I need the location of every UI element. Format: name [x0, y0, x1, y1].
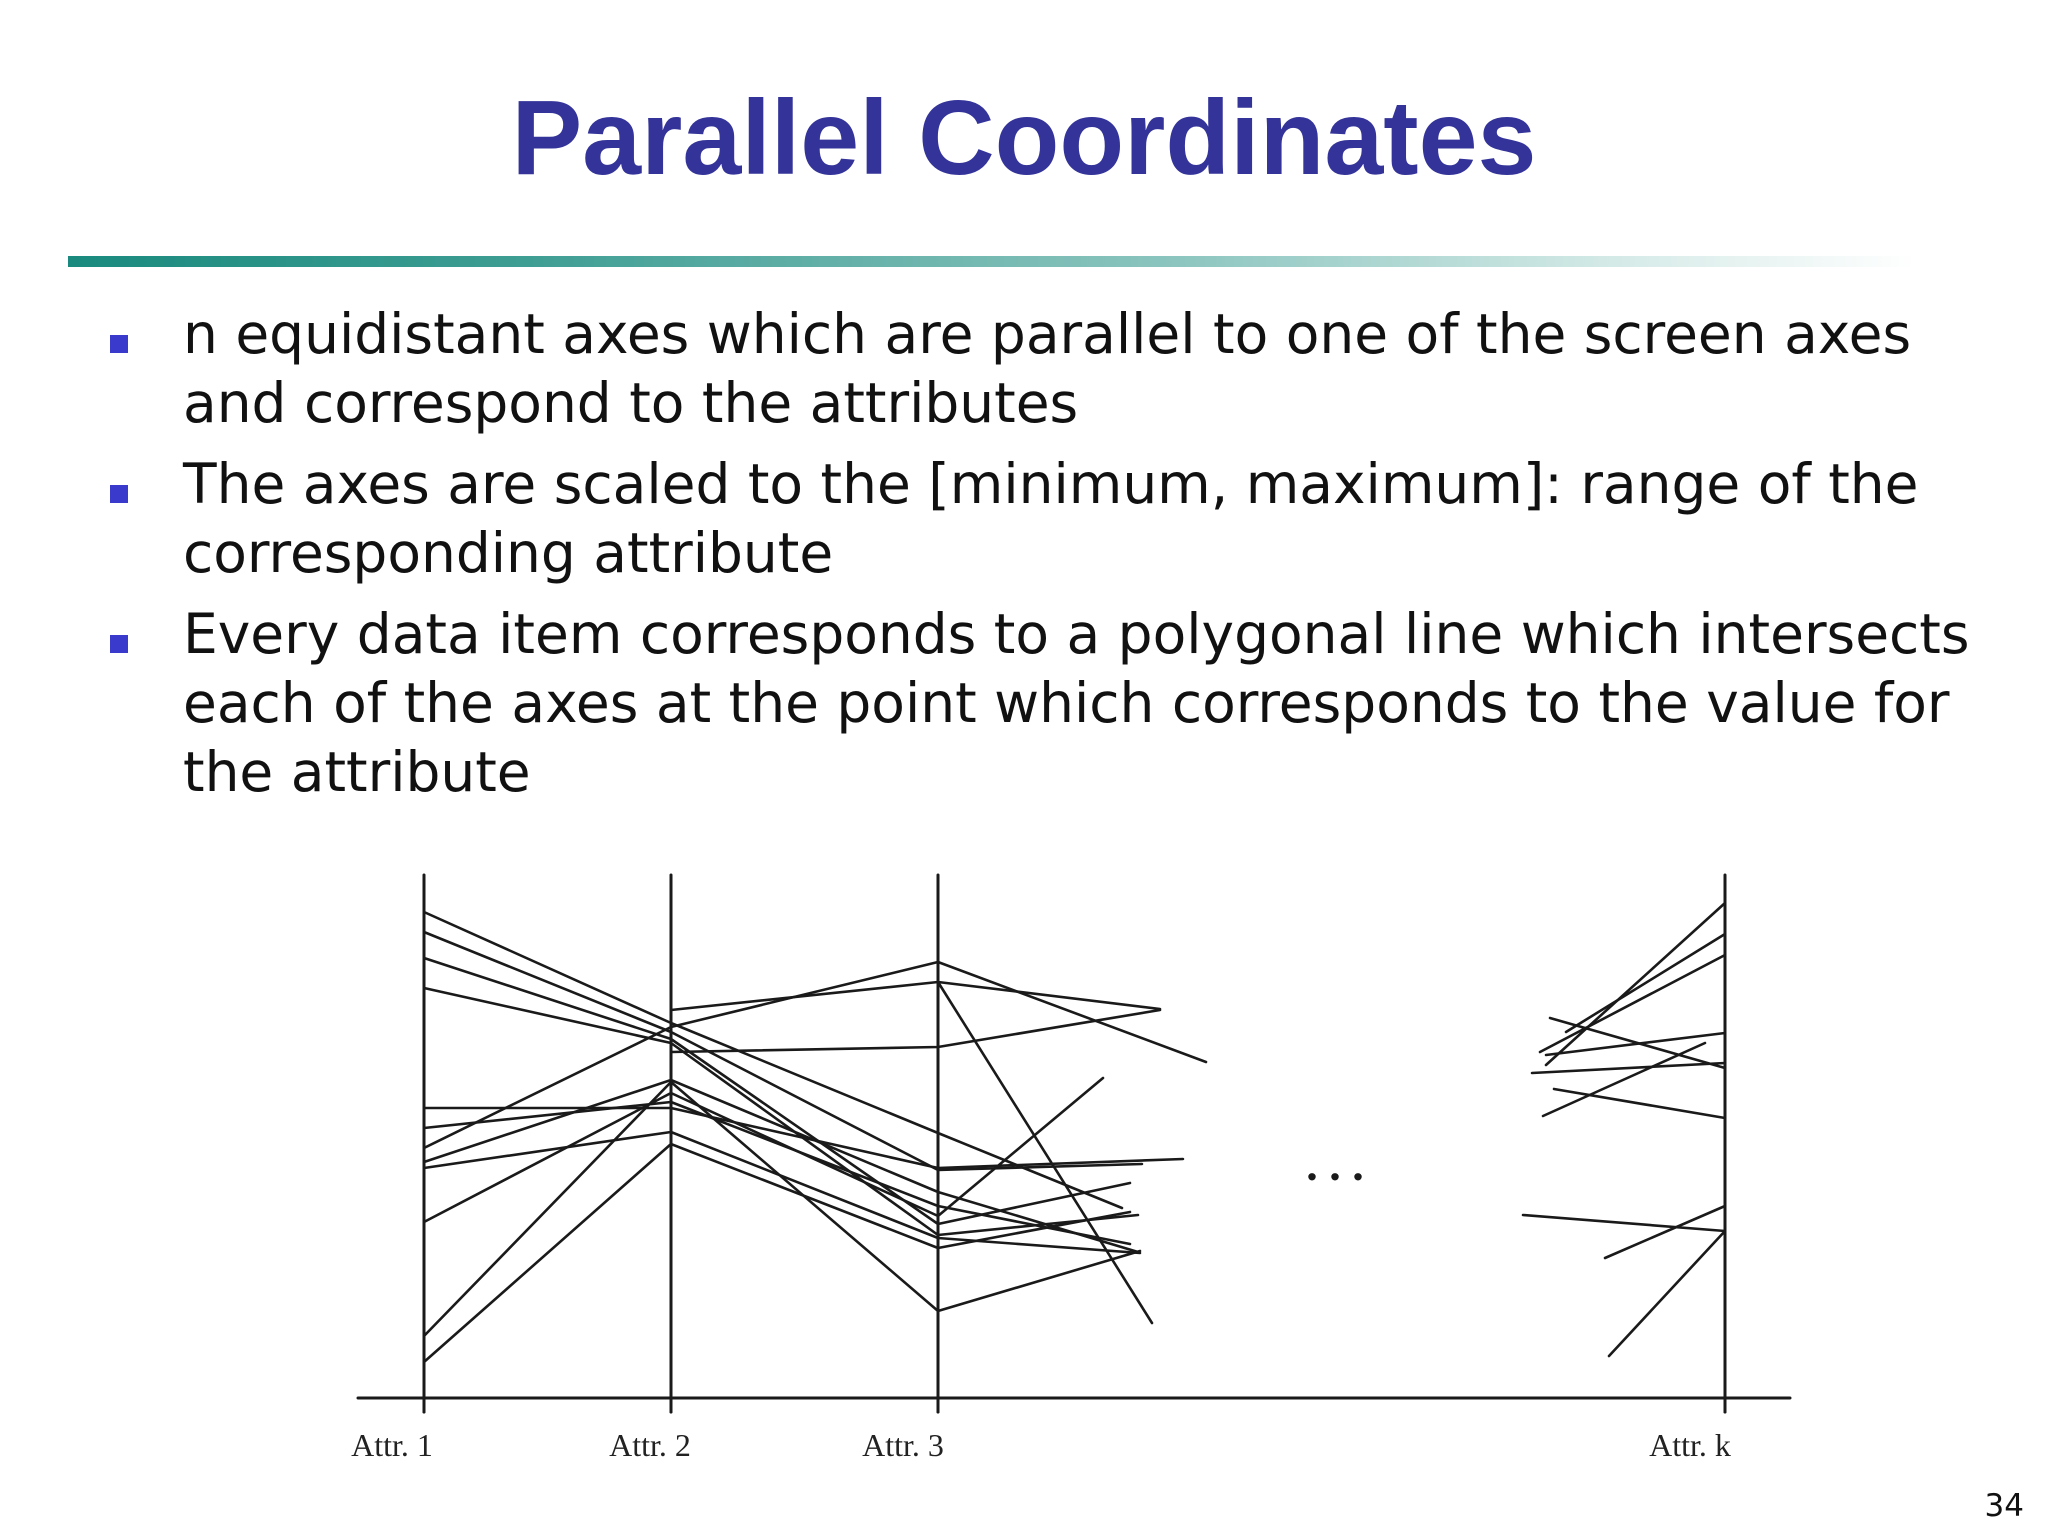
data-line — [1543, 1043, 1705, 1116]
data-line — [671, 982, 1160, 1010]
data-line — [938, 982, 1152, 1323]
data-line — [424, 988, 1138, 1235]
data-line — [424, 1144, 1130, 1362]
axis-label-attr-3: Attr. 3 — [862, 1427, 944, 1463]
data-line — [1546, 903, 1725, 1065]
data-line — [1546, 1033, 1725, 1055]
data-line — [424, 912, 1122, 1208]
data-line — [424, 962, 1206, 1148]
data-line — [1566, 934, 1725, 1032]
ellipsis: . . . — [1306, 1139, 1364, 1190]
data-line — [1523, 1215, 1725, 1231]
data-line — [1554, 1089, 1725, 1118]
axis-label-attr-2: Attr. 2 — [609, 1427, 691, 1463]
data-line — [424, 1078, 1103, 1222]
slide-title: Parallel Coordinates — [511, 79, 1537, 197]
data-line — [424, 1132, 1140, 1253]
bullet-text: n equidistant axes which are parallel to one of the screen axes and correspond to the attributes — [183, 302, 1912, 435]
axis-label-attr-1: Attr. 1 — [351, 1427, 433, 1463]
axis-label-attr-k: Attr. k — [1649, 1427, 1731, 1463]
data-line — [424, 1082, 1140, 1336]
page-number: 34 — [1984, 1488, 2024, 1524]
bullet-text: The axes are scaled to the [minimum, maximum]: range of the corresponding attribute — [183, 452, 1919, 585]
bullet-text: Every data item corresponds to a polygonal line which intersects each of the axes at the point which corresponds to the value for the attribute — [183, 602, 1970, 804]
data-line — [1532, 1063, 1725, 1073]
